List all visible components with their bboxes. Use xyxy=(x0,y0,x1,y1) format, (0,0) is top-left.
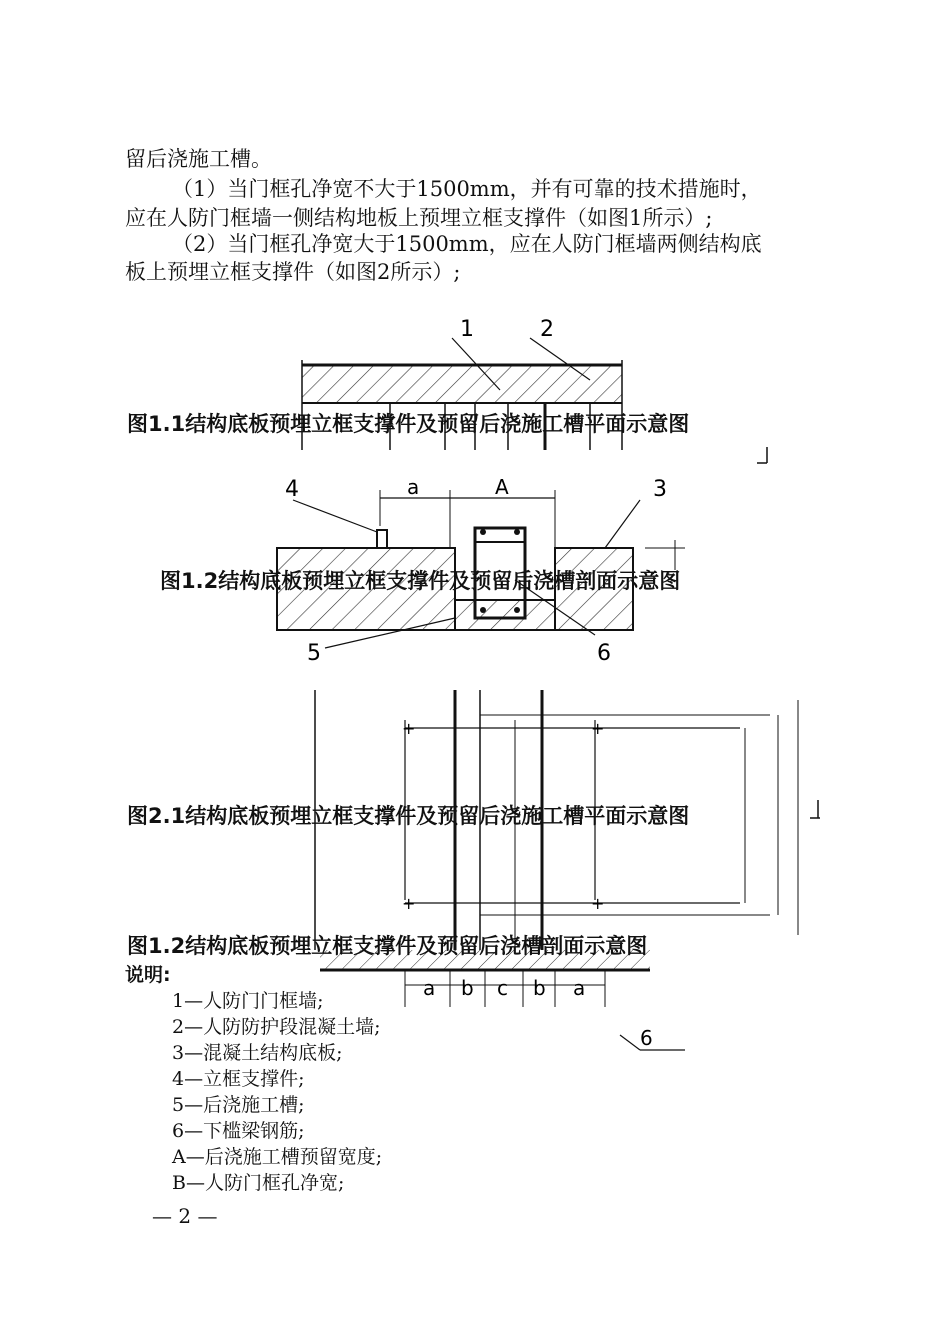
legend-heading: 说明: xyxy=(125,964,171,986)
figure-2-2-drawing xyxy=(315,945,695,1060)
fig2-2-dim-3: c xyxy=(497,976,508,1000)
fig2-2-dim-2: b xyxy=(461,976,474,1000)
legend-item: B—人防门框孔净宽; xyxy=(172,1172,345,1194)
fig1-2-label-3: 3 xyxy=(653,477,667,502)
fig1-1-label-2: 2 xyxy=(540,317,554,342)
fig2-2-label-6: 6 xyxy=(640,1026,653,1050)
legend-item: 2—人防防护段混凝土墙; xyxy=(172,1016,381,1038)
fig2-2-dim-1: a xyxy=(423,976,436,1000)
fig2-2-dim-4: b xyxy=(533,976,546,1000)
page-number: — 2 — xyxy=(152,1204,218,1228)
body-line-3: 应在人防门框墙一侧结构地板上预埋立框支撑件（如图1所示）; xyxy=(125,206,713,230)
fig1-2-label-5: 5 xyxy=(307,641,321,666)
fig2-1-tick-1: + xyxy=(402,719,416,738)
figure-2-1-caption: 图2.1结构底板预埋立框支撑件及预留后浇施工槽平面示意图 xyxy=(127,804,690,828)
fig2-1-tick-2: + xyxy=(402,894,416,913)
fig1-2-label-A: A xyxy=(495,475,509,499)
fig2-1-tick-4: + xyxy=(591,894,605,913)
body-line-2: （1）当门框孔净宽不大于1500mm，并有可靠的技术措施时， xyxy=(172,177,762,201)
legend-item: 1—人防门门框墙; xyxy=(172,990,324,1012)
figure-1-2-caption: 图1.2结构底板预埋立框支撑件及预留后浇槽剖面示意图 xyxy=(160,569,681,593)
figure-1-1-corner-mark xyxy=(755,445,775,467)
fig2-1-tick-3: + xyxy=(591,719,605,738)
legend-item: 5—后浇施工槽; xyxy=(172,1094,305,1116)
figure-2-2-caption: 图1.2结构底板预埋立框支撑件及预留后浇槽剖面示意图 xyxy=(127,934,648,958)
fig1-2-label-6: 6 xyxy=(597,641,611,666)
body-line-1: 留后浇施工槽。 xyxy=(125,147,272,171)
legend-item: A—后浇施工槽预留宽度; xyxy=(172,1146,383,1168)
fig1-1-label-1: 1 xyxy=(460,317,474,342)
fig1-2-label-a: a xyxy=(407,475,420,499)
legend-item: 3—混凝土结构底板; xyxy=(172,1042,343,1064)
body-line-4: （2）当门框孔净宽大于1500mm，应在人防门框墙两侧结构底 xyxy=(172,232,762,256)
fig2-2-dim-5: a xyxy=(573,976,586,1000)
figure-1-1-caption: 图1.1结构底板预埋立框支撑件及预留后浇施工槽平面示意图 xyxy=(127,412,690,436)
body-line-5: 板上预埋立框支撑件（如图2所示）; xyxy=(125,260,461,284)
fig1-2-label-4: 4 xyxy=(285,477,299,502)
legend-item: 6—下槛梁钢筋; xyxy=(172,1120,305,1142)
legend-item: 4—立框支撑件; xyxy=(172,1068,305,1090)
